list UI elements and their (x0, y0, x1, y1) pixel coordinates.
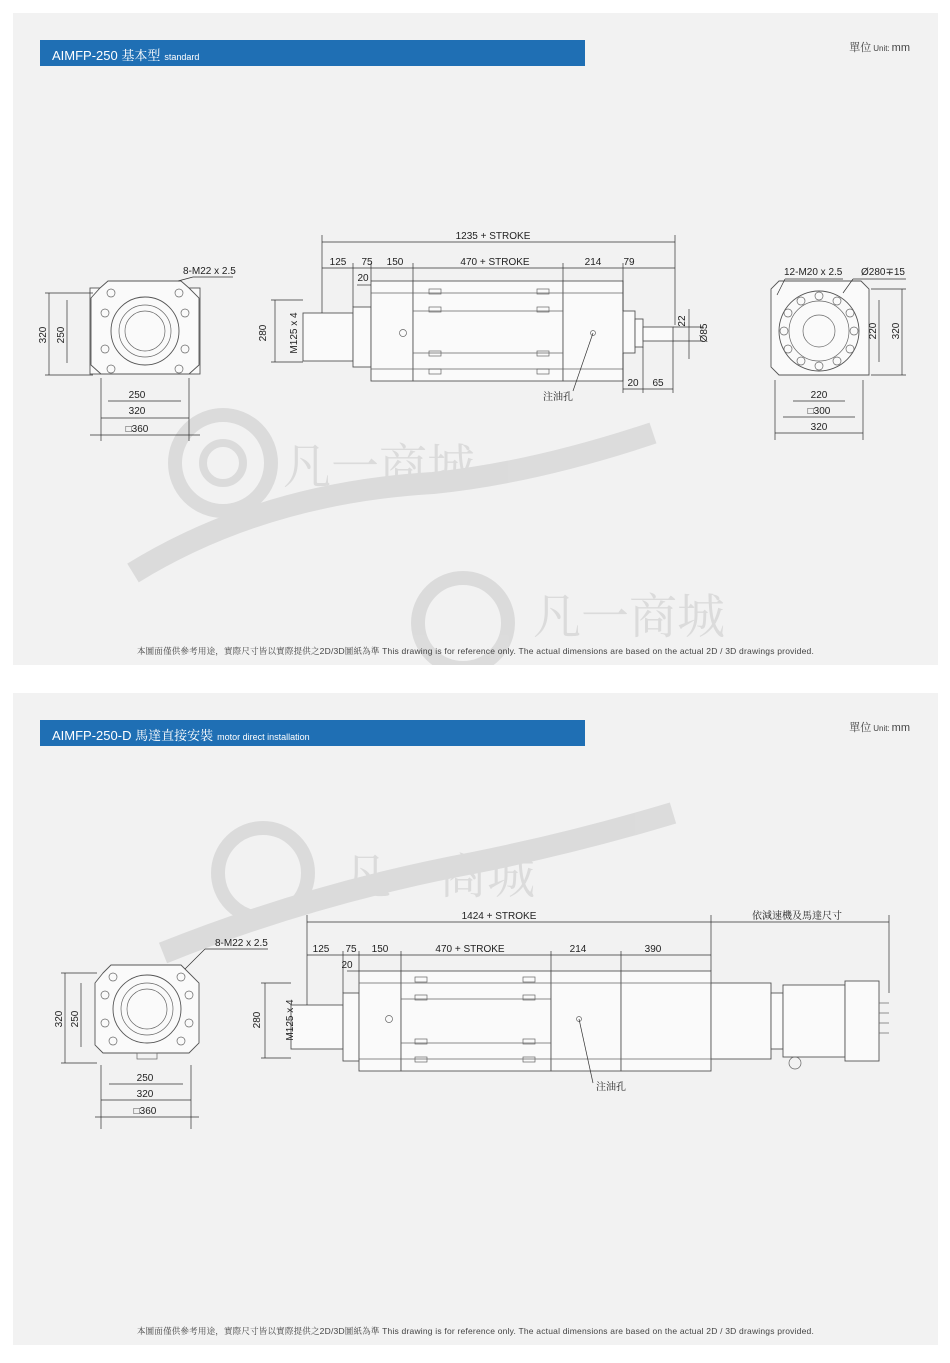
section-title: AIMFP-250-D 馬達直接安裝 (52, 728, 214, 743)
dim-125: 125 (329, 257, 347, 268)
dim-height-250: 250 (56, 326, 67, 344)
dim-square-360: □360 (133, 1106, 157, 1117)
dim-rear-320v: 320 (891, 322, 902, 340)
dim-phi85: Ø85 (699, 323, 710, 343)
svg-text:凡一商城: 凡一商城 (533, 591, 726, 644)
dim-125: 125 (312, 944, 330, 955)
dim-thread-m125: M125 x 4 (289, 312, 300, 354)
dim-width-250: 250 (136, 1073, 154, 1084)
technical-drawing-standard (13, 13, 938, 665)
dim-65: 65 (652, 378, 664, 389)
dim-75: 75 (345, 944, 357, 955)
front-view (54, 938, 268, 1129)
dim-75: 75 (361, 257, 373, 268)
dim-390: 390 (644, 944, 662, 955)
dim-width-320: 320 (128, 406, 146, 417)
technical-drawing-motor-direct (13, 693, 938, 1345)
dim-stroke-470: 470 + STROKE (460, 257, 530, 268)
rear-view (771, 267, 906, 440)
dim-square-360: □360 (125, 424, 149, 435)
dim-20: 20 (341, 960, 353, 971)
dim-height-320: 320 (38, 326, 49, 344)
section-subtitle: motor direct installation (217, 732, 310, 742)
dim-bolt-front: 8-M22 x 2.5 (183, 266, 236, 277)
dim-bolt-rear: 12-M20 x 2.5 (784, 267, 843, 278)
oil-hole-label: 注油孔 (543, 392, 573, 403)
section-title: AIMFP-250 基本型 (52, 48, 161, 63)
unit-label: 單位 Unit: mm (849, 722, 910, 734)
dim-phi280: Ø280∓15 (861, 267, 905, 278)
svg-text:凡一商城: 凡一商城 (283, 441, 476, 494)
oil-hole-label: 注油孔 (596, 1082, 626, 1093)
side-view (252, 909, 889, 1093)
dim-width-320: 320 (136, 1089, 154, 1100)
dim-height-320: 320 (54, 1010, 65, 1028)
dim-total-length: 1424 + STROKE (461, 911, 537, 922)
section-subtitle: standard (164, 52, 200, 62)
dim-rear-sq300: □300 (807, 406, 831, 417)
dim-motor-size: 依減速機及馬達尺寸 (752, 911, 842, 922)
drawing-panel-standard (13, 13, 938, 665)
dim-width-250: 250 (128, 390, 146, 401)
dim-150: 150 (371, 944, 389, 955)
dim-214: 214 (584, 257, 602, 268)
dim-214: 214 (569, 944, 587, 955)
watermark-logo (133, 415, 725, 665)
dim-20: 20 (357, 273, 369, 284)
dim-79: 79 (623, 257, 635, 268)
dim-height-280: 280 (258, 324, 269, 342)
disclaimer-footer: 本圖面僅供參考用途，實際尺寸皆以實際提供之2D/3D圖紙為準 This drawing is for reference only. The actual dimensions are based on the actual 2D / 3D drawings provided. (136, 1326, 815, 1336)
dim-20b: 20 (627, 378, 639, 389)
dim-22: 22 (677, 315, 688, 327)
drawing-panel-motor-direct (13, 693, 938, 1345)
unit-label: 單位 Unit: mm (849, 42, 910, 54)
svg-text:凡一商城: 凡一商城 (343, 851, 536, 904)
side-view (258, 231, 710, 403)
dim-bolt-front: 8-M22 x 2.5 (215, 938, 268, 949)
dim-rear-220h: 220 (810, 390, 828, 401)
watermark-logo (163, 813, 673, 953)
dim-rear-320h: 320 (810, 422, 828, 433)
dim-height-280: 280 (252, 1011, 263, 1029)
dim-total-length: 1235 + STROKE (455, 231, 531, 242)
dim-height-250: 250 (70, 1010, 81, 1028)
dim-stroke-470: 470 + STROKE (435, 944, 505, 955)
dim-150: 150 (386, 257, 404, 268)
dim-rear-220v: 220 (868, 322, 879, 340)
disclaimer-footer: 本圖面僅供參考用途，實際尺寸皆以實際提供之2D/3D圖紙為準 This drawing is for reference only. The actual dimensions are based on the actual 2D / 3D drawings provided. (136, 646, 815, 656)
dim-thread-m125: M125 x 4 (285, 999, 296, 1041)
